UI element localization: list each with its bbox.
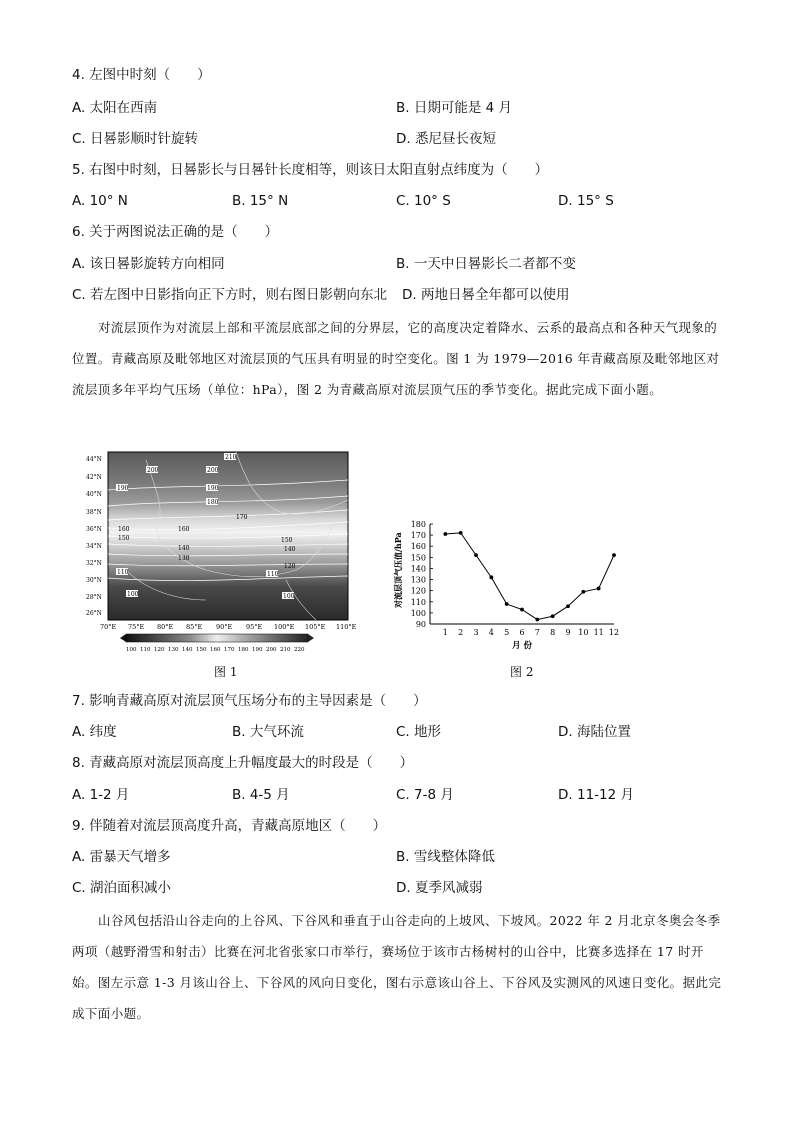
- svg-text:190: 190: [207, 485, 219, 492]
- q5-option-c: C. 10° S: [396, 193, 451, 209]
- q9-option-a: A. 雷暴天气增多: [72, 849, 171, 865]
- svg-text:100: 100: [283, 593, 295, 600]
- x-tick-label: 7: [534, 628, 540, 637]
- question-4-stem: 4. 左图中时刻（ ）: [72, 67, 211, 83]
- x-axis-label: 月 份: [512, 641, 532, 651]
- svg-text:170: 170: [224, 647, 235, 653]
- data-point: [459, 531, 463, 535]
- data-point: [612, 553, 616, 557]
- x-tick-label: 4: [488, 628, 494, 637]
- x-tick-label: 12: [608, 628, 620, 637]
- y-tick-label: 90: [415, 620, 426, 629]
- svg-text:190: 190: [252, 647, 263, 653]
- svg-text:150: 150: [281, 537, 293, 544]
- svg-text:105°E: 105°E: [305, 623, 326, 631]
- q5-option-b: B. 15° N: [232, 193, 289, 209]
- colorbar-ticks: [126, 647, 305, 653]
- svg-text:160: 160: [178, 526, 190, 533]
- question-9-stem: 9. 伴随着对流层顶高度升高，青藏高原地区（ ）: [72, 818, 387, 834]
- svg-text:28°N: 28°N: [86, 594, 102, 601]
- svg-text:95°E: 95°E: [246, 623, 263, 631]
- svg-text:130: 130: [168, 647, 179, 653]
- svg-text:42°N: 42°N: [86, 474, 102, 481]
- svg-text:130: 130: [178, 555, 190, 562]
- svg-text:30°N: 30°N: [86, 577, 102, 584]
- svg-text:38°N: 38°N: [86, 509, 102, 516]
- data-point: [566, 604, 570, 608]
- svg-text:110: 110: [140, 647, 151, 653]
- data-point: [505, 602, 509, 606]
- svg-text:100: 100: [126, 647, 137, 653]
- series-line: [445, 533, 614, 620]
- q6-option-c: C. 若左图中日影指向正下方时，则右图日影朝向东北: [72, 287, 388, 303]
- data-point: [535, 618, 539, 622]
- x-tick-label: 2: [458, 628, 464, 637]
- svg-text:85°E: 85°E: [186, 623, 203, 631]
- map-field: [108, 452, 348, 620]
- y-tick-label: 130: [410, 575, 426, 585]
- q8-option-c: C. 7-8 月: [396, 787, 454, 803]
- svg-text:120: 120: [154, 647, 165, 653]
- svg-text:32°N: 32°N: [86, 560, 102, 567]
- q7-option-a: A. 纬度: [72, 724, 117, 740]
- x-tick-label: 8: [550, 628, 556, 637]
- svg-text:26°N: 26°N: [86, 610, 102, 617]
- q9-option-c: C. 湖泊面积减小: [72, 880, 172, 896]
- svg-text:44°N: 44°N: [86, 456, 102, 463]
- y-tick-label: 170: [410, 531, 426, 541]
- q9-option-d: D. 夏季风减弱: [396, 880, 483, 896]
- y-tick-label: 150: [410, 553, 426, 563]
- svg-text:90°E: 90°E: [216, 623, 233, 631]
- data-point: [581, 590, 585, 594]
- svg-text:210: 210: [280, 647, 291, 653]
- data-point: [489, 575, 493, 579]
- question-6-stem: 6. 关于两图说法正确的是（ ）: [72, 224, 279, 240]
- x-tick-label: 5: [504, 628, 510, 637]
- svg-text:170: 170: [236, 514, 248, 521]
- data-point: [474, 553, 478, 557]
- figure-1-caption: 图 1: [214, 665, 238, 679]
- svg-text:160: 160: [118, 526, 130, 533]
- y-tick-label: 100: [410, 608, 426, 618]
- svg-text:100°E: 100°E: [274, 623, 295, 631]
- q6-option-a: A. 该日晷影旋转方向相同: [72, 256, 225, 272]
- data-point: [443, 532, 447, 536]
- svg-text:40°N: 40°N: [86, 491, 102, 498]
- data-point: [597, 587, 601, 591]
- svg-text:75°E: 75°E: [128, 623, 145, 631]
- y-tick-label: 110: [410, 597, 426, 607]
- x-tick-label: 3: [473, 628, 479, 637]
- y-tick-label: 140: [410, 564, 426, 574]
- q5-option-d: D. 15° S: [558, 193, 614, 209]
- q7-option-c: C. 地形: [396, 724, 442, 740]
- svg-text:180: 180: [238, 647, 249, 653]
- svg-text:200: 200: [266, 647, 277, 653]
- svg-text:140: 140: [182, 647, 193, 653]
- svg-text:140: 140: [178, 545, 190, 552]
- y-tick-label: 120: [410, 586, 426, 596]
- svg-text:150: 150: [118, 535, 130, 542]
- passage-troposphere-text: 对流层顶作为对流层上部和平流层底部之间的分界层，它的高度决定着降水、云系的最高点和各种天气现象的位置。青藏高原及毗邻地区对流层顶的气压具有明显的时空变化。图 1 为 1979—2016 年青藏高原及毗邻地区对流层顶多年平均气压场（单位：hPa），图 2 为青藏高原对流层顶气压的季节变化。据此完成下面小题。: [72, 320, 720, 397]
- question-7-stem: 7. 影响青藏高原对流层顶气压场分布的主导因素是（ ）: [72, 693, 427, 709]
- question-8-stem: 8. 青藏高原对流层顶高度上升幅度最大的时段是（ ）: [72, 755, 414, 771]
- y-tick-label: 160: [410, 542, 426, 552]
- q9-option-b: B. 雪线整体降低: [396, 849, 495, 865]
- svg-text:160: 160: [210, 647, 221, 653]
- x-tick-label: 11: [593, 628, 604, 637]
- figure-1-pressure-map: [86, 450, 366, 660]
- color-bar: [120, 634, 314, 653]
- q8-option-b: B. 4-5 月: [232, 787, 290, 803]
- passage-troposphere: [72, 312, 724, 405]
- svg-text:210: 210: [225, 454, 237, 461]
- q4-option-a: A. 太阳在西南: [72, 100, 158, 116]
- q6-option-b: B. 一天中日晷影长二者都不变: [396, 256, 576, 272]
- x-tick-label: 10: [578, 628, 589, 637]
- data-point: [520, 608, 524, 612]
- svg-text:110: 110: [267, 571, 279, 578]
- svg-text:34°N: 34°N: [86, 543, 102, 550]
- q4-option-c: C. 日晷影顺时针旋转: [72, 131, 199, 147]
- svg-text:80°E: 80°E: [157, 623, 174, 631]
- figure-2-line-chart: [392, 516, 622, 656]
- svg-text:100: 100: [127, 591, 139, 598]
- q4-option-d: D. 悉尼昼长夜短: [396, 131, 496, 147]
- x-tick-label: 9: [565, 628, 571, 637]
- svg-text:200: 200: [207, 467, 219, 474]
- svg-text:120: 120: [284, 563, 296, 570]
- q5-option-a: A. 10° N: [72, 193, 128, 209]
- q8-option-a: A. 1-2 月: [72, 787, 130, 803]
- figure-2-caption: 图 2: [510, 665, 534, 679]
- passage-valley-wind-text: 山谷风包括沿山谷走向的上谷风、下谷风和垂直于山谷走向的上坡风、下坡风。2022 年 2 月北京冬奥会冬季两项（越野滑雪和射击）比赛在河北省张家口市举行，赛场位于该市古杨树村的山谷中，比赛多选择在 17 时开始。图左示意 1-3 月该山谷上、下谷风的风向日变化，图右示意该山谷上、下谷风及实测风的风速日变化。据此完成下面小题。: [72, 913, 722, 1021]
- svg-text:70°E: 70°E: [100, 623, 117, 631]
- q6-option-d: D. 两地日晷全年都可以使用: [402, 287, 570, 303]
- q7-option-b: B. 大气环流: [232, 724, 304, 740]
- data-point: [551, 614, 555, 618]
- q4-option-b: B. 日期可能是 4 月: [396, 100, 513, 116]
- svg-text:200: 200: [147, 467, 159, 474]
- svg-text:110°E: 110°E: [336, 623, 357, 631]
- longitude-labels: [100, 623, 357, 631]
- svg-text:150: 150: [196, 647, 207, 653]
- y-axis-label: 对流层顶气压值/hPa: [393, 532, 403, 608]
- svg-text:110: 110: [117, 569, 129, 576]
- svg-text:180: 180: [207, 499, 219, 506]
- q7-option-d: D. 海陆位置: [558, 724, 631, 740]
- q8-option-d: D. 11-12 月: [558, 787, 634, 803]
- svg-text:190: 190: [117, 485, 129, 492]
- x-tick-label: 6: [519, 628, 525, 637]
- svg-text:220: 220: [294, 647, 305, 653]
- svg-text:36°N: 36°N: [86, 526, 102, 533]
- svg-text:140: 140: [284, 546, 296, 553]
- x-tick-label: 1: [442, 628, 448, 637]
- passage-valley-wind: [72, 905, 724, 1029]
- y-tick-label: 180: [410, 520, 426, 529]
- latitude-labels: [86, 456, 102, 617]
- question-5-stem: 5. 右图中时刻，日晷影长与日晷针长度相等，则该日太阳直射点纬度为（ ）: [72, 162, 549, 178]
